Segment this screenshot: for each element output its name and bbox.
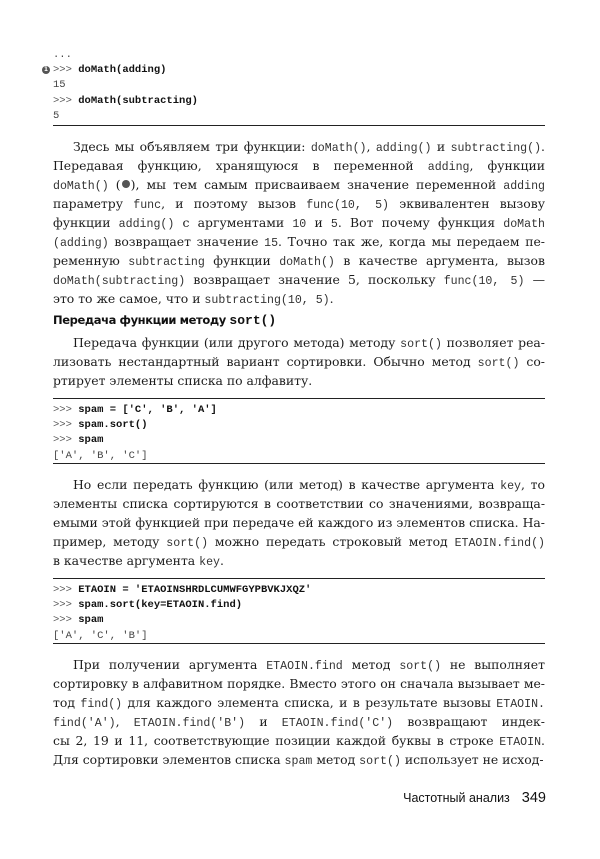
code-prompt: >>> [53,584,79,596]
code-line [53,78,545,93]
text-run: Передача функции (или другого метода) методу [73,335,401,350]
text-run: элементы списка сортируются в соответствии со значениями, возвраща- [53,496,545,511]
text-run: Но если передать функцию (или метод) в качестве аргумента [73,477,501,492]
code-line [53,449,545,464]
text-run: ртирует элементы списка по алфавиту. [53,373,313,388]
text-run: . [329,291,334,306]
text-line [53,137,545,156]
inline-code: sort() [400,338,442,351]
text-line [53,352,545,371]
text-line [53,532,545,551]
section-heading-code: sort() [229,313,277,328]
inline-code: ETAOIN.find() [454,537,546,550]
inline-code: subtracting [128,256,205,269]
code-block-top-rule [53,578,545,579]
text-line [53,156,545,175]
code-block-top-rule [53,398,545,399]
text-run: , то [521,477,545,492]
code-output: ... [53,49,72,61]
text-run: . [541,139,545,154]
code-line [53,48,545,63]
code-output: ['A', 'B', 'C'] [53,449,148,462]
code-block-etaoin-sort [53,583,545,644]
text-run: . [220,553,224,568]
inline-code: doMath() [53,180,109,193]
code-line [53,598,545,613]
text-line [53,513,545,532]
code-prompt: >>> [53,614,79,627]
text-run: , и поэтому вызов [161,196,307,211]
inline-code: 10 [292,218,307,231]
text-line [53,494,545,513]
code-block-bottom-rule [53,125,545,126]
running-footer-title: Частотный анализ [403,791,510,805]
code-block-bottom-rule [53,643,545,644]
text-line [53,194,545,213]
text-run: со- [519,354,545,369]
text-run: возвращает значение [108,234,265,249]
code-command: spam [78,434,104,447]
inline-code: ETAOIN. [496,698,545,711]
text-run: . Вот почему функция [337,215,504,230]
inline-code: adding [503,180,545,193]
page-footer [400,790,546,806]
paragraph-etaoin-find [53,655,545,769]
text-run: позволяет реа- [441,335,545,350]
text-run: метод [312,752,360,767]
text-run: ), мы тем самым присваиваем значение переменной [130,177,504,192]
callout-marker-icon: 1 [43,66,49,74]
text-run: для каждого элемента списка, и в результате вызовы [122,695,497,710]
text-line [53,750,545,769]
inline-code: find('A') [53,717,116,730]
inline-code: 5 [330,218,338,231]
code-command: doMath(subtracting) [78,94,198,107]
code-line [53,403,545,418]
text-run: эквивалентен вызову [389,196,546,211]
inline-code: doMath() [310,142,367,155]
text-run: не выполняет [441,657,545,672]
text-line [53,475,545,494]
text-line [53,674,545,693]
text-run: — [524,272,545,287]
code-output: ['A', 'C', 'B'] [53,629,148,642]
text-run: параметру [53,196,134,211]
code-line [53,418,545,433]
text-run: и [245,714,282,729]
text-run: , [366,139,376,154]
text-line [53,712,545,731]
code-prompt: >>> [53,94,79,107]
inline-code: doMath [503,218,545,231]
text-line [53,371,545,390]
text-line [53,270,545,289]
text-run: сортировку в алфавитном порядке. Вместо этого он сначала вызывает ме- [53,676,545,691]
code-output: 5 [53,109,60,122]
inline-code: func(10, 5) [443,275,525,288]
text-line [53,333,545,352]
page-number: 349 [521,790,546,806]
code-prompt: >>> [53,64,79,77]
code-block-bottom-rule [53,463,545,464]
inline-code: func(10, 5) [306,199,390,212]
inline-code: subtracting() [450,142,542,155]
text-run: возвращает значение 5, поскольку [185,272,444,287]
inline-code: doMath(subtracting) [53,275,186,288]
text-line [53,551,545,570]
text-run: функции [204,253,280,268]
text-line [53,213,545,232]
inline-code: func [133,199,162,212]
text-run: . [541,733,545,748]
inline-code: adding() [375,142,432,155]
text-run: с аргументами [174,215,293,230]
text-run: тод [53,695,81,710]
text-run: использует не исход- [400,752,544,767]
text-line [53,731,545,750]
inline-code: ETAOIN [499,736,542,749]
inline-code: 15 [264,237,279,250]
text-run: Здесь мы объявляем три функции: [73,139,311,154]
code-command: spam = ['C', 'B', 'A'] [78,404,217,416]
text-run: возвращают индек- [393,714,545,729]
inline-code: spam [284,755,313,768]
code-line [53,629,545,644]
code-prompt: >>> [53,404,79,416]
inline-code: sort() [166,537,209,550]
inline-code: doMath() [279,256,335,269]
code-output: 15 [53,79,66,92]
inline-code: ETAOIN.find('C') [281,717,394,730]
text-run: это то же самое, что и [53,291,205,306]
text-run: лизовать нестандартный вариант сортировки. Обычно метод [53,354,478,369]
text-run: ( [108,177,121,192]
code-line [53,583,545,598]
code-prompt: >>> [53,599,79,612]
text-line [53,232,545,251]
text-run: , [115,714,134,729]
inline-code: key [199,556,220,569]
text-run: Передавая функцию, хранящуюся в переменной [53,158,428,173]
code-line [53,433,545,448]
text-run: Для сортировки элементов списка [53,752,285,767]
text-run: емыми этой функцией при передаче ей каждого из элементов списка. На- [53,515,545,530]
code-block-domath [43,48,545,124]
text-line [53,289,545,308]
code-prompt: >>> [53,434,79,447]
inline-code: subtracting(10, 5) [204,294,330,307]
code-prompt: >>> [53,419,79,432]
code-block-spam-sort [53,403,545,464]
section-heading-text: Передача функции методу [53,313,230,327]
paragraph-sort-key [53,475,545,570]
text-line [53,655,545,674]
inline-code: ETAOIN.find('B') [133,717,246,730]
code-line [53,94,545,109]
text-run: в качестве аргумента, вызов [334,253,545,268]
inline-code: sort() [359,755,401,768]
code-line [43,63,545,78]
text-run: сы 2, 19 и 11, соответствующие позиции каждой буквы в строке [53,733,500,748]
text-run: ременную [53,253,129,268]
code-command: spam.sort() [78,419,148,432]
code-line [53,109,545,124]
inline-code: (adding) [53,237,109,250]
code-command: doMath(adding) [78,64,167,77]
paragraph-sort-intro [53,333,545,390]
inline-code: adding [427,161,470,174]
text-run: функции [53,215,119,230]
text-run: , функции [469,158,545,173]
inline-code: find() [80,698,123,711]
inline-code: sort() [477,357,520,370]
code-line [53,613,545,628]
code-command: spam [78,614,104,627]
paragraph-domath-explanation [53,137,545,308]
text-run: и [431,139,451,154]
code-command: spam.sort(key=ETAOIN.find) [78,599,243,612]
text-run: При получении аргумента [73,657,267,672]
text-run: метод [342,657,400,672]
callout-reference-icon [122,180,130,188]
text-run: пример, методу [53,534,167,549]
text-run: можно передать строковый метод [208,534,455,549]
inline-code: ETAOIN.find [266,660,343,673]
inline-code: sort() [399,660,442,673]
text-line [53,693,545,712]
text-line [53,251,545,270]
inline-code: key [500,480,521,493]
section-heading [53,313,276,328]
code-command: ETAOIN = 'ETAOINSHRDLCUMWFGYPBVKJXQZ' [78,584,312,596]
text-run: . Точно так же, когда мы передаем пе- [278,234,545,249]
text-run: в качестве аргумента [53,553,200,568]
inline-code: adding() [118,218,175,231]
text-run: и [306,215,331,230]
text-line [53,175,545,194]
